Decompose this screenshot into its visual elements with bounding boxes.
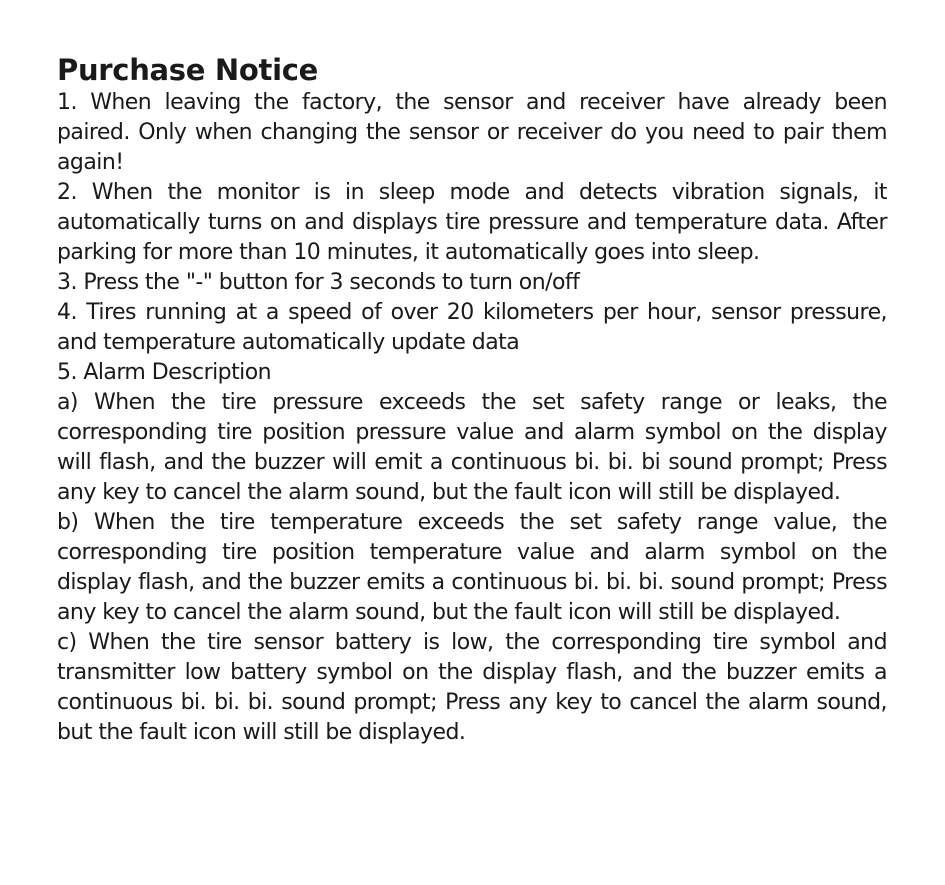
notice-title: Purchase Notice — [57, 53, 318, 87]
notice-item-1: 1. When leaving the factory, the sensor and receiver have already been paired. Only when changing the sensor or receiver do you need to pair them again! — [57, 90, 887, 175]
notice-item-4: 4. Tires running at a speed of over 20 kilometers per hour, sensor pressure, and temperature automatically update data — [57, 300, 887, 355]
notice-item-2: 2. When the monitor is in sleep mode and detects vibration signals, it automatically turns on and displays tire pressure and temperature data. After parking for more than 10 minutes, it automatically goes into sleep. — [57, 180, 887, 265]
alarm-item-c: c) When the tire sensor battery is low, the corresponding tire symbol and transmitter low battery symbol on the display flash, and the buzzer emits a continuous bi. bi. bi. sound prompt; Press any key to cancel the alarm sound, but the fault icon will still be displayed. — [57, 630, 887, 745]
notice-item-3: 3. Press the "-" button for 3 seconds to turn on/off — [57, 270, 580, 295]
alarm-item-b: b) When the tire temperature exceeds the set safety range value, the corresponding tire position temperature value and alarm symbol on the display flash, and the buzzer emits a continuous bi. bi. bi. sound prompt; Press any key to cancel the alarm sound, but the fault icon will still be displayed. — [57, 510, 887, 625]
notice-item-5: 5. Alarm Description — [57, 360, 272, 385]
alarm-item-a: a) When the tire pressure exceeds the set safety range or leaks, the corresponding tire position pressure value and alarm symbol on the display will flash, and the buzzer will emit a continuous bi. bi. bi sound prompt; Press any key to cancel the alarm sound, but the fault icon will still be displayed. — [57, 390, 887, 505]
purchase-notice — [57, 52, 887, 748]
